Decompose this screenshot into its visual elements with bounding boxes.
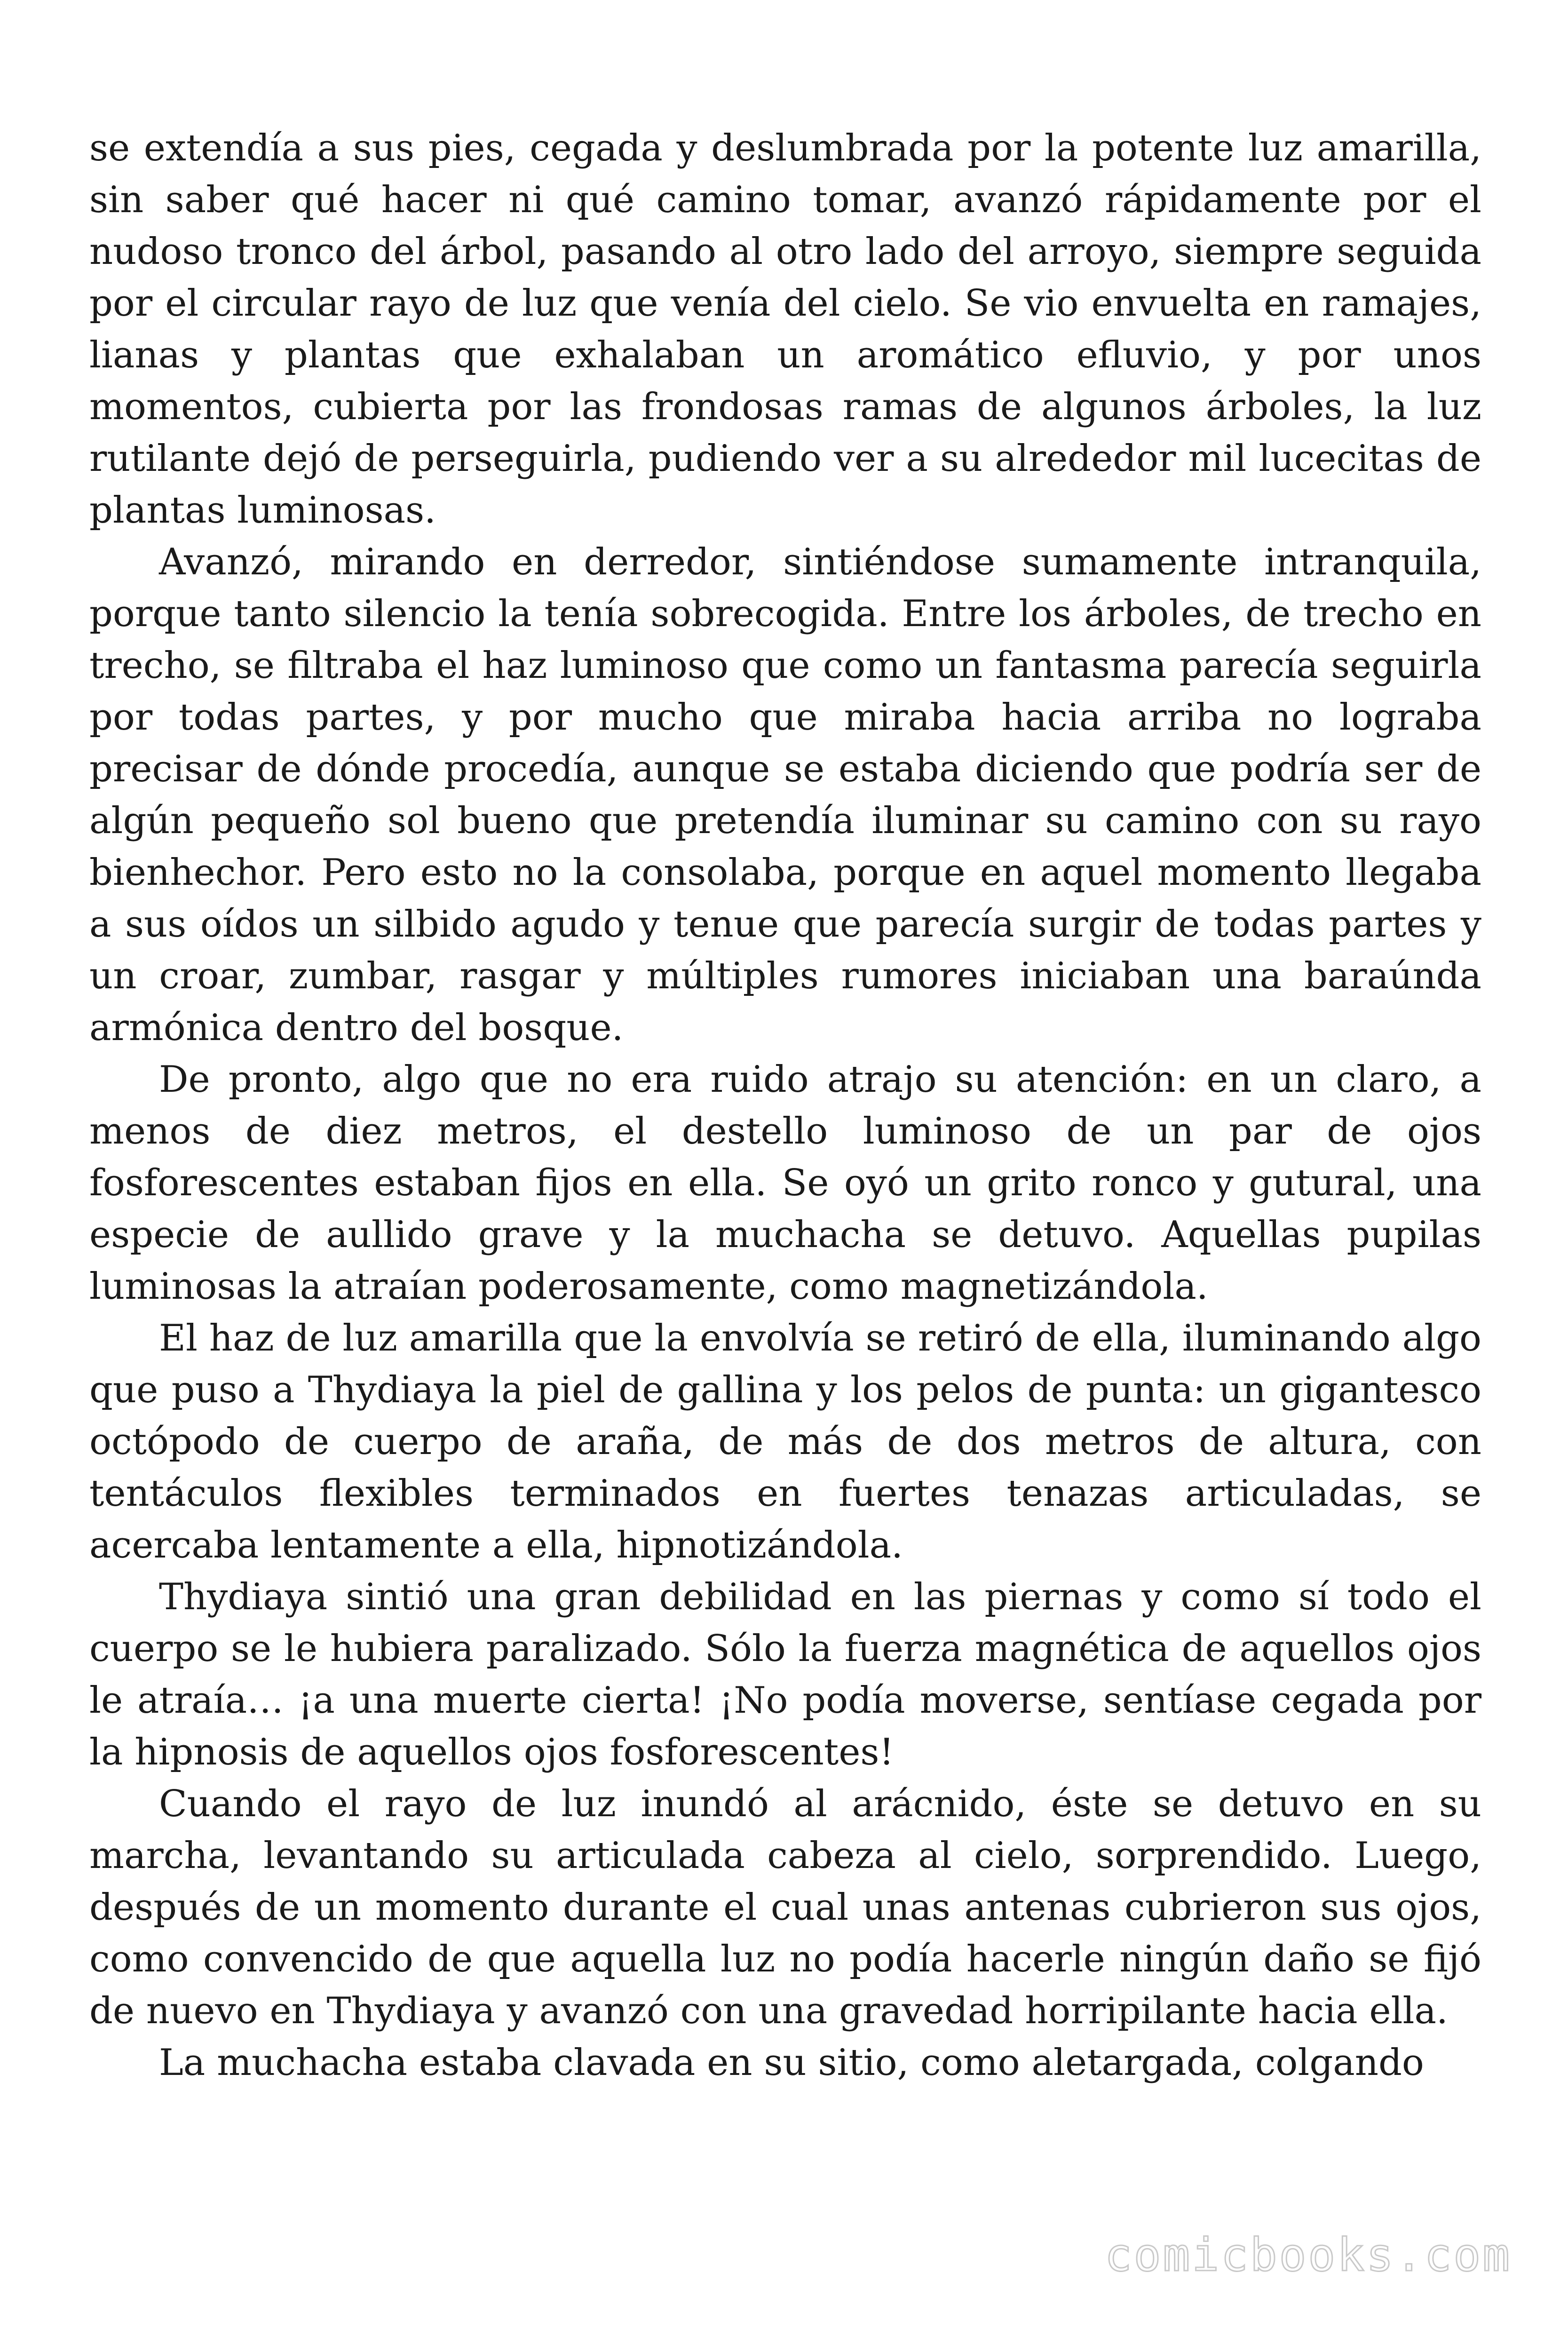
paragraph-2: Avanzó, mirando en derredor, sintiéndose sumamente intranquila, porque tanto silencio la tenía sobrecogida. Entre los árboles, de trecho en trecho, se filtraba el haz luminoso que como un fantasma parecía seguirla por todas partes, y por mucho que miraba hacia arriba no lograba precisar de dónde procedía, aunque se estaba diciendo que podría ser de algún pequeño sol bueno que pretendía iluminar su camino con su rayo bienhechor. Pero esto no la consolaba, porque en aquel momento llegaba a sus oídos un silbido agudo y tenue que parecía surgir de todas partes y un croar, zumbar, rasgar y múltiples rumores iniciaban una baraúnda armónica dentro del bosque. (89, 541, 1481, 1049)
paragraph-4: El haz de luz amarilla que la envolvía se retiró de ella, iluminando algo que puso a Thydiaya la piel de gallina y los pelos de punta: un gigantesco octópodo de cuerpo de araña, de más de dos metros de altura, con tentáculos flexibles terminados en fuertes tenazas articuladas, se acercaba lentamente a ella, hipnotizándola. (89, 1317, 1481, 1566)
paragraph-3: De pronto, algo que no era ruido atrajo su atención: en un claro, a menos de diez metros, el destello luminoso de un par de ojos fosforescentes estaban fijos en ella. Se oyó un grito ronco y gutural, una especie de aullido grave y la muchacha se detuvo. Aquellas pupilas luminosas la atraían poderosamente, como magnetizándola. (89, 1058, 1481, 1308)
watermark: comicbooks.com (1104, 2229, 1512, 2281)
paragraph-5: Thydiaya sintió una gran debilidad en las piernas y como sí todo el cuerpo se le hubiera paralizado. Sólo la fuerza magnética de aquellos ojos le atraía… ¡a una muerte cierta! ¡No podía moverse, sentíase cegada por la hipnosis de aquellos ojos fosforescentes! (89, 1576, 1481, 1773)
paragraph-7: La muchacha estaba clavada en su sitio, como aletargada, colgando (159, 2042, 1424, 2084)
page-body (89, 122, 1481, 2089)
paragraph-6: Cuando el rayo de luz inundó al arácnido, éste se detuvo en su marcha, levantando su articulada cabeza al cielo, sorprendido. Luego, después de un momento durante el cual unas antenas cubrieron sus ojos, como convencido de que aquella luz no podía hacerle ningún daño se fijó de nuevo en Thydiaya y avanzó con una gravedad horripilante hacia ella. (89, 1783, 1481, 2032)
paragraph-1: se extendía a sus pies, cegada y deslumbrada por la potente luz amarilla, sin saber qué hacer ni qué camino tomar, avanzó rápidamente por el nudoso tronco del árbol, pasando al otro lado del arroyo, siempre seguida por el circular rayo de luz que venía del cielo. Se vio envuelta en ramajes, lianas y plantas que exhalaban un aromático efluvio, y por unos momentos, cubierta por las frondosas ramas de algunos árboles, la luz rutilante dejó de perseguirla, pudiendo ver a su alrededor mil lucecitas de plantas luminosas. (89, 127, 1481, 532)
